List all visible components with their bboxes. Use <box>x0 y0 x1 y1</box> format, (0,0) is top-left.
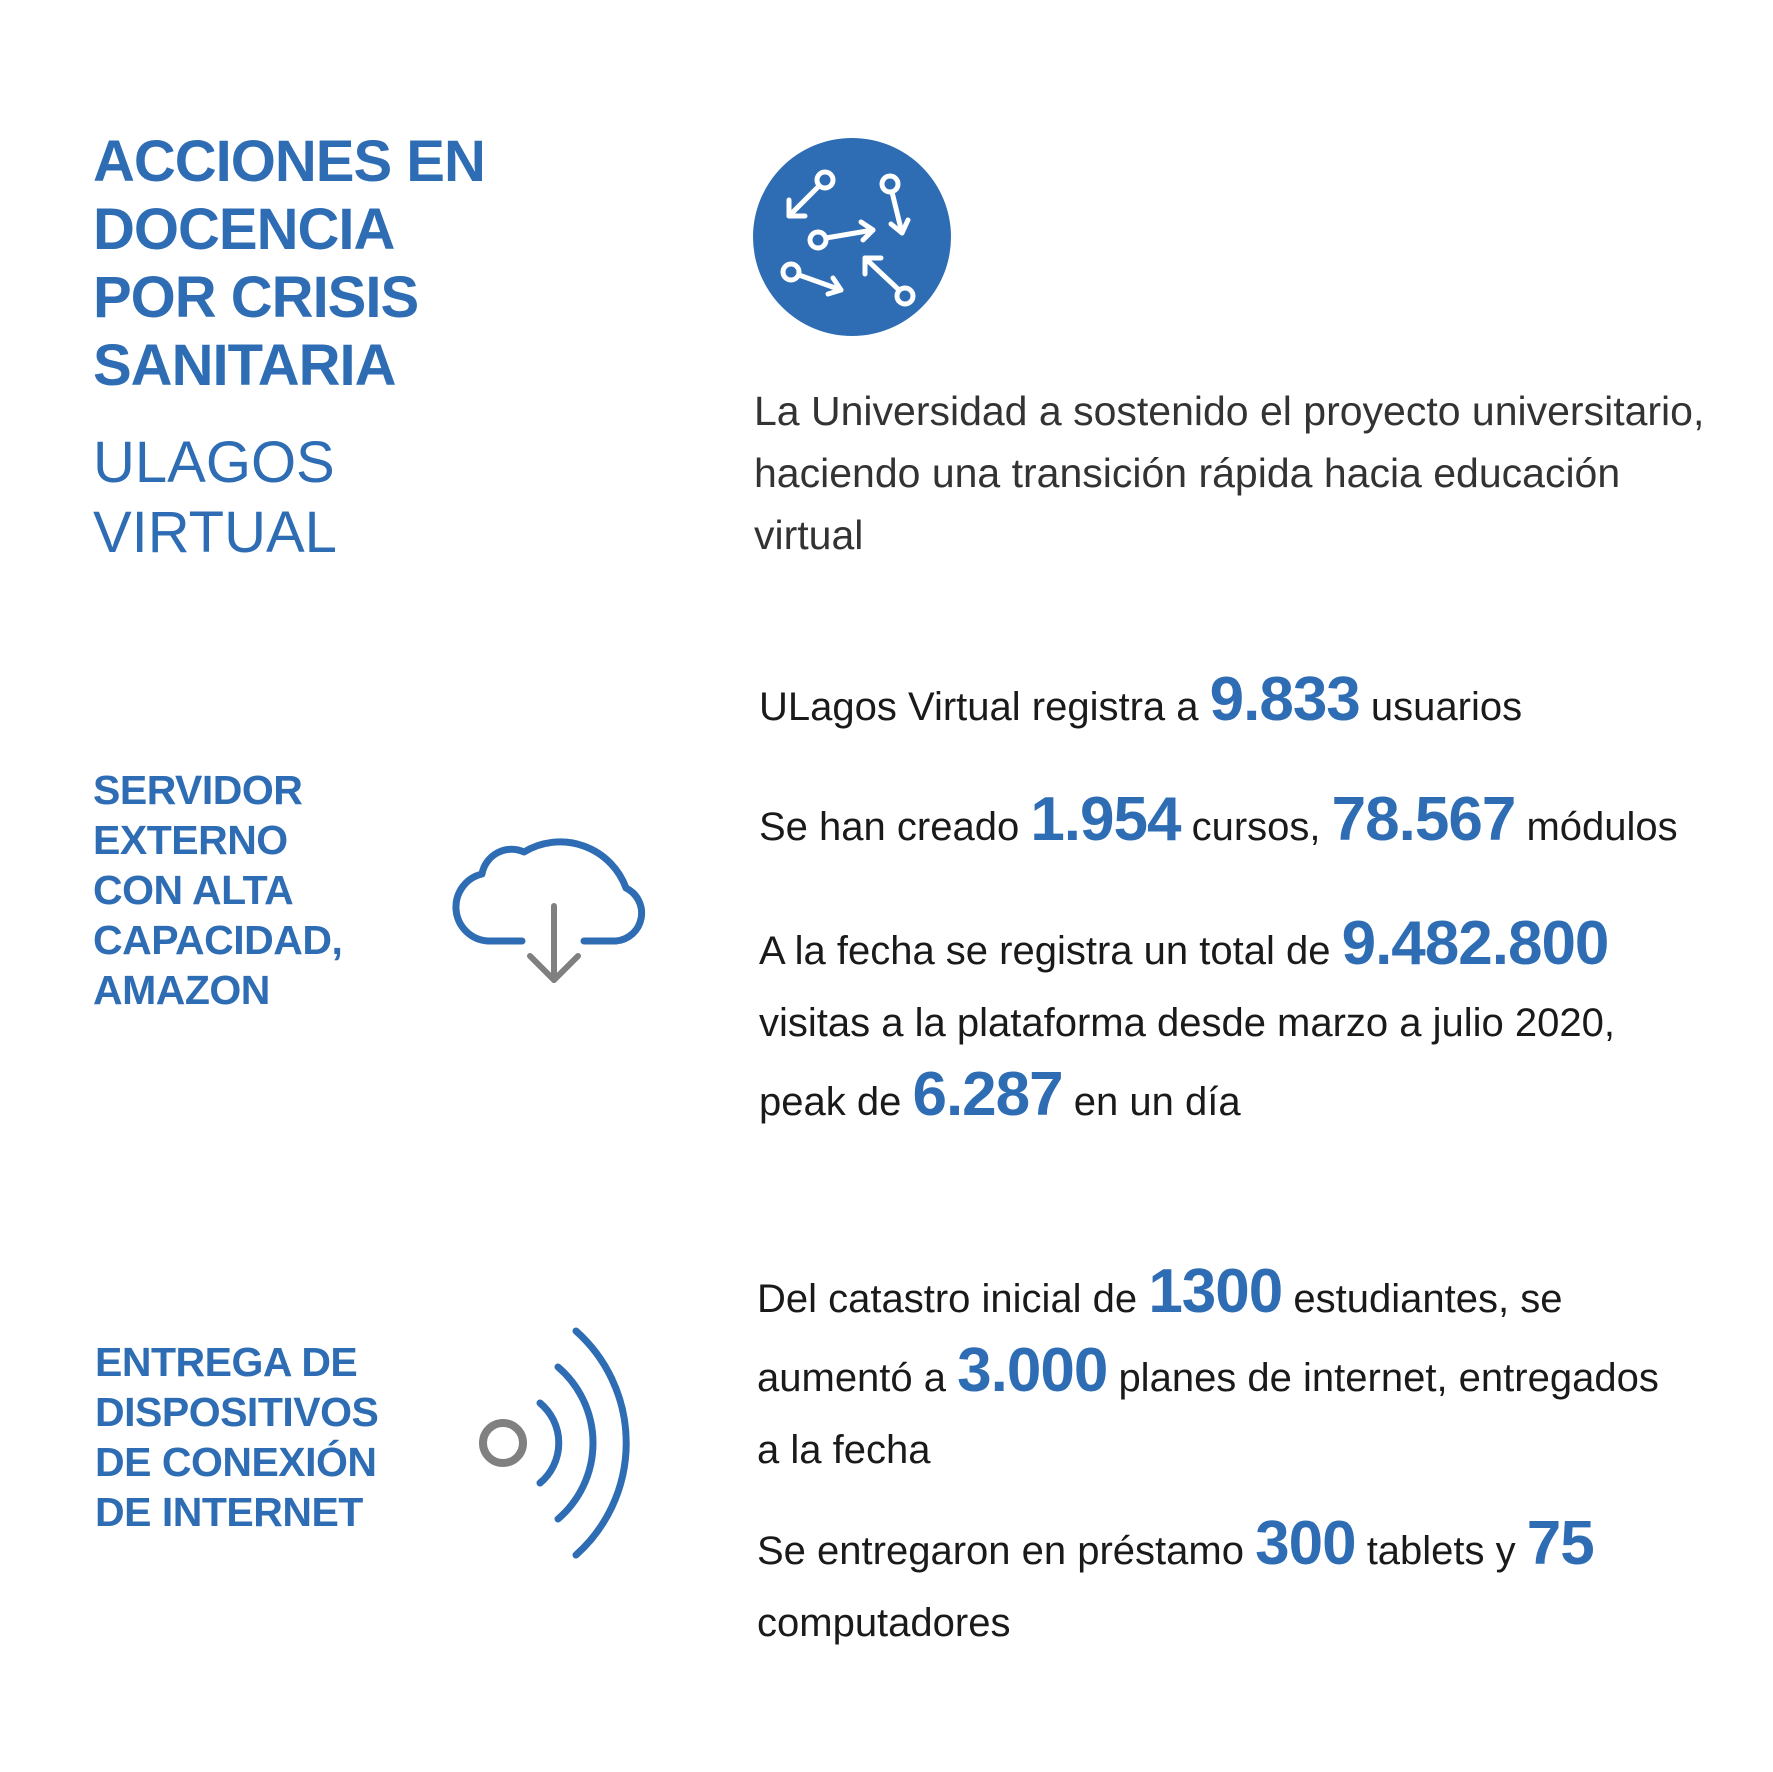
stat-visits-line-2: visitas a la plataforma desde marzo a julio 2020, <box>759 1001 1616 1045</box>
stat-peak-value: 6.287 <box>912 1060 1063 1129</box>
page-title <box>93 128 485 400</box>
server-heading-line-3: CON ALTA <box>93 867 294 913</box>
stat-tablets-value: 300 <box>1255 1509 1356 1578</box>
title-line-3: POR CRISIS <box>93 265 419 330</box>
stat-devices-mid: tablets y <box>1366 1529 1516 1573</box>
server-heading-line-4: CAPACIDAD, <box>93 917 343 963</box>
stat-users <box>759 664 1522 735</box>
subtitle-line-1: ULAGOS <box>93 430 335 495</box>
stat-users-prefix: ULagos Virtual registra a <box>759 685 1199 729</box>
network-arrows-icon <box>753 138 951 336</box>
stat-plans-mid1: estudiantes, se <box>1293 1277 1563 1321</box>
intro-text: La Universidad a sostenido el proyecto universitario, haciendo una transición rápida hacia educación virtual <box>754 388 1705 558</box>
internet-heading-line-3: DE CONEXIÓN <box>95 1439 377 1485</box>
stat-plans-line-3: a la fecha <box>757 1428 931 1472</box>
wireless-signal-icon <box>468 1325 638 1560</box>
server-heading-line-5: AMAZON <box>93 967 270 1013</box>
stat-peak-suffix: en un día <box>1073 1080 1241 1124</box>
stat-plans-prefix: Del catastro inicial de <box>757 1277 1138 1321</box>
stat-plans-line-2 <box>757 1335 1659 1414</box>
stat-plans-line-1 <box>757 1256 1659 1335</box>
stat-plans-mid2: aumentó a <box>757 1356 947 1400</box>
title-line-2: DOCENCIA <box>93 197 395 262</box>
stat-courses-prefix: Se han creado <box>759 805 1020 849</box>
stat-users-suffix: usuarios <box>1370 685 1523 729</box>
stat-peak-prefix: peak de <box>759 1080 902 1124</box>
stat-courses-value: 1.954 <box>1030 785 1181 854</box>
stat-computers-value: 75 <box>1526 1509 1594 1578</box>
server-heading-line-1: SERVIDOR <box>93 767 303 813</box>
subtitle-line-2: VIRTUAL <box>93 500 337 565</box>
stat-devices-prefix: Se entregaron en préstamo <box>757 1529 1244 1573</box>
stat-visits <box>759 908 1615 1138</box>
stat-visits-line-1 <box>759 908 1615 987</box>
section-server-heading <box>93 765 342 1015</box>
stat-visits-prefix: A la fecha se registra un total de <box>759 929 1331 973</box>
stat-visits-line-3 <box>759 1059 1615 1138</box>
internet-heading-line-2: DISPOSITIVOS <box>95 1389 379 1435</box>
stat-devices <box>757 1508 1594 1659</box>
stat-courses <box>759 784 1678 855</box>
internet-heading-line-4: DE INTERNET <box>95 1489 363 1535</box>
section-internet-heading <box>95 1337 378 1537</box>
title-line-1: ACCIONES EN <box>93 129 485 194</box>
stat-modules-value: 78.567 <box>1331 785 1516 854</box>
stat-devices-line-2: computadores <box>757 1601 1011 1645</box>
page-subtitle <box>93 428 337 568</box>
stat-courses-mid: cursos, <box>1191 805 1321 849</box>
stat-visits-value: 9.482.800 <box>1341 909 1609 978</box>
stat-devices-line-1 <box>757 1508 1594 1587</box>
server-heading-line-2: EXTERNO <box>93 817 288 863</box>
stat-students-value: 1300 <box>1148 1257 1283 1326</box>
internet-heading-line-1: ENTREGA DE <box>95 1339 358 1385</box>
cloud-download-icon <box>448 808 658 988</box>
stat-plans <box>757 1256 1659 1486</box>
stat-plans-value: 3.000 <box>957 1336 1108 1405</box>
stat-users-value: 9.833 <box>1209 665 1360 734</box>
stat-modules-suffix: módulos <box>1526 805 1678 849</box>
stat-plans-mid3: planes de internet, entregados <box>1118 1356 1659 1400</box>
title-line-4: SANITARIA <box>93 333 396 398</box>
